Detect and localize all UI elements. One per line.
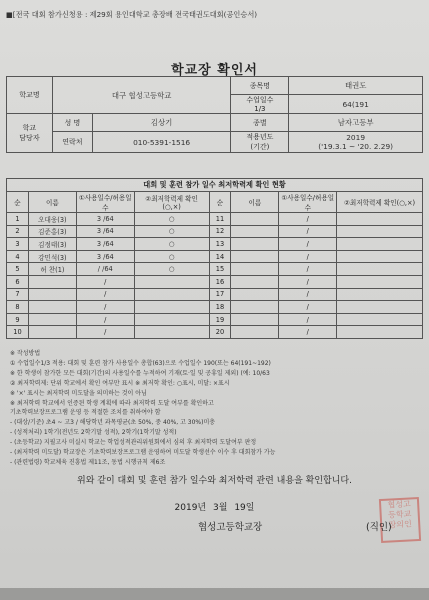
note-line: 기초학력보장프로그램 운영 등 적절한 조치를 취하여야 함 [10,409,161,417]
note-line: ※ 작성방법 [10,350,41,357]
school-name-label: 학교명 [7,77,53,114]
table-row: 2 김준홍(3) 3 /64 ○ 12 / [7,225,423,238]
name-label: 성 명 [52,114,92,132]
sign-date: 2019년 3월 19일 [174,503,255,513]
col-check: ②최저학력제 확인(○,×) [134,192,209,213]
record-title: 대회 및 훈련 참가 일수 최저학력제 확인 현황 [7,179,423,192]
note-line: - (관련법령) 학교체육 진흥법 제11조, 동법 시행규칙 제6조 [10,458,166,466]
page-title: 학교장 확인서 [171,63,258,78]
table-row: 7 / 17 / [7,288,423,301]
col-days: ①사용일수/허용일수 [279,192,337,213]
table-row: 6 / 16 / [7,275,423,288]
table-row: 3 김정태(3) 3 /64 ○ 13 / [7,238,423,251]
official-seal-stamp: 협성고 등학교 장의인 [379,497,421,543]
col-name: 이름 [231,192,279,213]
school-name-value: 대구 협성고등학교 [52,77,231,114]
table-row: 1 오대웅(3) 3 /64 ○ 11 / [7,213,423,226]
note-line: ※ '×' 표시는 최저학력 미도달을 의미하는 것이 아님 [10,389,147,397]
note-line: - (성적처리) 1학기(전년도 2학기말 성적), 2학기(1학기말 성적) [10,429,177,437]
note-line: - (최저학력 미도달) 학교장은 기초학력보장프로그램 운영하여 미도달 학생선수 이수 후 대회참가 가능 [10,449,276,457]
bottom-edge [0,588,429,600]
division-label: 종별 [231,114,289,132]
days-label: 수업일수 1/3 [231,95,289,114]
col-no: 순 [209,192,231,213]
note-line: ① 수업일수1/3 적용: 대회 및 훈련 참가 사용일수 총합(63)으로 수업일수 190(또는 64(191~192) [10,359,271,367]
manager-label: 학교 담당자 [7,114,53,153]
table-row: 4 강민석(3) 3 /64 ○ 14 / [7,250,423,263]
division-value: 남자고등부 [289,114,423,132]
table-row: 9 / 19 / [7,313,423,326]
event-value: 태권도 [289,77,423,95]
contact-label: 연락처 [52,132,92,153]
col-no: 순 [7,192,29,213]
year-value: 2019 ('19.3.1 ~ '20. 2.29) [289,132,423,153]
col-check: ②최저학력제 확인(○,×) [337,192,423,213]
confirmation-text: 위와 같이 대회 및 훈련 참가 일수와 최저학력 관련 내용을 확인합니다. [77,476,352,486]
table-row: 8 / 18 / [7,301,423,314]
header-line: ■[전국 대회 참가신청용 : 제29회 용인대학교 총장배 전국태권도대회(공인승서) [6,10,258,19]
col-days: ①사용일수/허용일수 [76,192,134,213]
principal-signature: 협성고등학교장 [198,522,263,533]
event-label: 종목명 [231,77,289,95]
contact-value: 010-5391-1516 [92,132,231,153]
info-table [6,76,423,153]
note-line: - (대상/기준) 초4 ~ 고3 / 해당학년 과목평균(초 50%, 중 40%, 고 30%)미충 [10,419,216,427]
note-line: - (초등학교) 지필고사 미실시 학교는 학업성적관리위원회에서 심의 후 최저학력 도달여부 판정 [10,439,257,447]
col-name: 이름 [28,192,76,213]
table-row: 10 / 20 / [7,326,423,339]
year-label: 적용년도 (기간) [231,132,289,153]
name-value: 김상기 [92,114,231,132]
note-line: ② 최저학력제: 단위 학교에서 확인 여부만 표시 ※ 최저학 확인: ○표시, 미달: ×표시 [10,379,230,387]
seal-label: (직인) [366,522,392,533]
record-table [6,178,423,339]
note-line: ※ 한 학생이 참가한 모든 대회(기간)의 사용일수를 누적하여 기재(토·일 및 공휴일 제외) (예: 10/63 [10,369,270,377]
days-value: 64(191 [289,95,423,114]
table-row: 5 허 찬(1) / /64 ○ 15 / [7,263,423,276]
note-line: ※ 최저학력 학교에서 인증된 학생 계획에 따라 최저학력 도달 여부를 확인하고 [10,399,214,407]
instructions [10,349,420,468]
